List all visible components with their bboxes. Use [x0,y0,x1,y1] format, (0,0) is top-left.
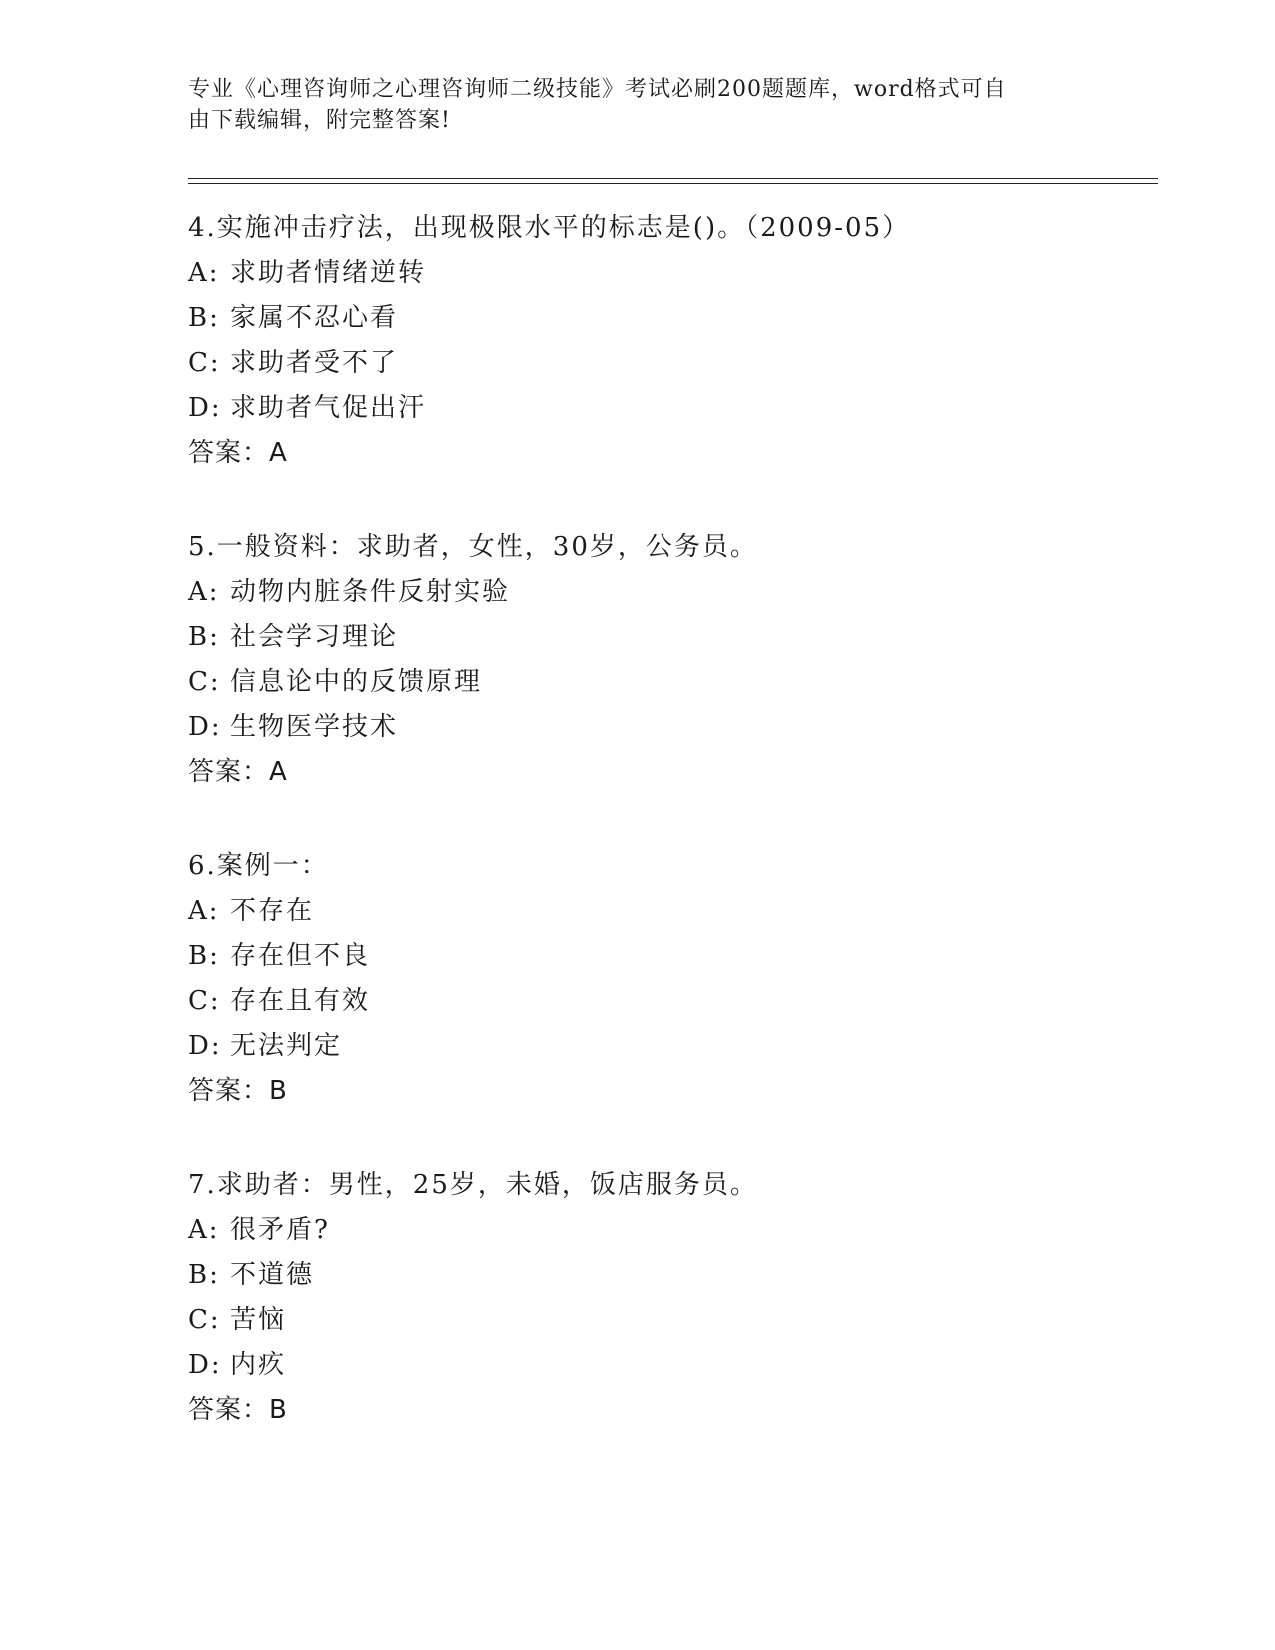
option-letter: D: [188,1350,222,1380]
option-text: 求助者气促出汗 [230,393,427,423]
question-block [188,206,1148,476]
option-a [188,1208,1148,1253]
option-d [188,386,1148,431]
question-block [188,1163,1148,1433]
option-text: 存在且有效 [230,986,371,1016]
option-text: 很矛盾? [230,1215,330,1245]
option-b [188,1253,1148,1298]
answer-line: 答案：A [188,757,288,787]
option-letter: B: [188,1260,220,1290]
option-text: 生物医学技术 [230,712,399,742]
option-b [188,296,1148,341]
answer-line: 答案：B [188,1076,288,1106]
option-letter: C: [188,348,221,378]
option-letter: A: [188,258,220,288]
option-a [188,889,1148,934]
option-a [188,251,1148,296]
question-block [188,525,1148,795]
header-line-1: 专业《心理咨询师之心理咨询师二级技能》考试必刷200题题库，word格式可自 [188,77,1007,102]
option-d [188,705,1148,750]
option-c [188,660,1148,705]
option-letter: D: [188,1031,222,1061]
option-text: 动物内脏条件反射实验 [230,577,511,607]
option-text: 无法判定 [230,1031,343,1061]
option-c [188,979,1148,1024]
question-stem: 4.实施冲击疗法，出现极限水平的标志是()。（2009-05） [188,213,911,243]
option-a [188,570,1148,615]
document-header [188,74,1068,136]
option-text: 家属不忍心看 [230,303,399,333]
option-b [188,934,1148,979]
question-block [188,844,1148,1114]
option-letter: D: [188,712,222,742]
header-line-2: 由下载编辑，附完整答案! [188,108,451,133]
option-letter: A: [188,577,220,607]
answer-line: 答案：A [188,438,288,468]
option-b [188,615,1148,660]
option-text: 苦恼 [230,1305,287,1335]
option-text: 存在但不良 [230,941,371,971]
option-text: 不道德 [230,1260,315,1290]
option-letter: B: [188,303,220,333]
option-d [188,1343,1148,1388]
option-letter: A: [188,896,220,926]
question-stem: 7.求助者：男性，25岁，未婚，饭店服务员。 [188,1170,758,1200]
option-letter: C: [188,986,221,1016]
option-d [188,1024,1148,1069]
option-letter: D: [188,393,222,423]
answer-line: 答案：B [188,1395,288,1425]
option-text: 不存在 [230,896,315,926]
header-divider-top [188,178,1158,179]
question-stem: 6.案例一： [188,851,329,881]
option-letter: B: [188,941,220,971]
option-text: 信息论中的反馈原理 [230,667,483,697]
option-letter: A: [188,1215,220,1245]
option-c [188,341,1148,386]
option-text: 社会学习理论 [230,622,399,652]
option-text: 求助者情绪逆转 [230,258,427,288]
question-stem: 5.一般资料：求助者，女性，30岁，公务员。 [188,532,758,562]
option-letter: B: [188,622,220,652]
option-text: 求助者受不了 [230,348,399,378]
option-text: 内疚 [230,1350,287,1380]
option-letter: C: [188,667,221,697]
header-divider-bottom [188,183,1158,184]
option-letter: C: [188,1305,221,1335]
option-c [188,1298,1148,1343]
